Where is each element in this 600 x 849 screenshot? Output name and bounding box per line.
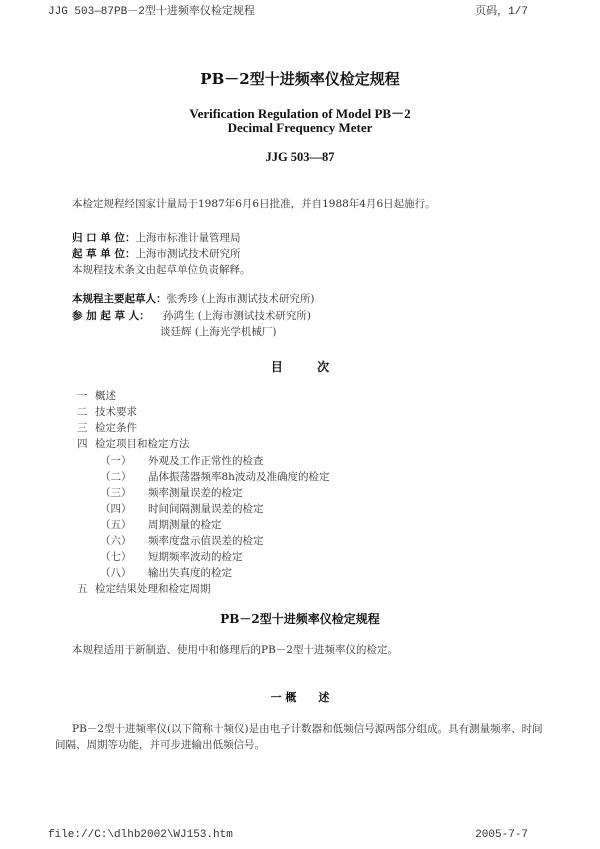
overview-paragraph-line2: 间隔、周期等功能，并可步进输出低频信号。 (55, 739, 265, 751)
overview-paragraph-line1: PB－2型十进频率仪(以下简称十频仪)是由电子计数器和低频信号源两部分组成。具有测量频率、时间 (72, 723, 543, 735)
document-title-en-line2: Decimal Frequency Meter (227, 120, 373, 135)
approval-statement: 本检定规程经国家计量局于1987年6月6日批准，并自1988年4月6日起施行。 (72, 198, 436, 210)
toc-subitem: （三） 频率测量误差的检定 (100, 487, 243, 499)
toc-subitem: （四） 时间间隔测量误差的检定 (100, 503, 264, 515)
print-footer-date: 2005-7-7 (475, 829, 528, 841)
toc-subitem: （八） 输出失真度的检定 (100, 567, 232, 579)
section1-title: 一 概 述 (270, 691, 330, 704)
section-title: PB－2型十进频率仪检定规程 (220, 612, 380, 626)
print-footer-url: file://C:\dlhb2002\WJ153.htm (48, 829, 233, 841)
drafting-unit (72, 247, 240, 261)
document-code: JJG 503—87 (265, 150, 335, 164)
toc-title: 目 次 (270, 360, 330, 374)
drafting-unit-label: 起 草 单 位： (72, 248, 136, 260)
main-drafter-value: 张秀珍 (上海市测试技术研究所) (166, 293, 315, 305)
toc-subitem: （六） 频率度盘示值误差的检定 (100, 535, 264, 547)
toc-item: 三 检定条件 (77, 422, 137, 434)
participant-drafters-label: 参 加 起 草 人： (72, 310, 150, 322)
drafting-unit-value: 上海市测试技术研究所 (135, 248, 241, 260)
toc-subitem: （七） 短期频率波动的检定 (100, 551, 243, 563)
print-header-page: 页码，1/7 (475, 6, 528, 18)
toc-item: 二 技术要求 (77, 406, 137, 418)
print-header-title: JJG 503—87PB－2型十进频率仪检定规程 (48, 6, 255, 18)
toc-subitem: （五） 周期测量的检定 (100, 519, 222, 531)
toc-subitem: （一） 外观及工作正常性的检查 (100, 455, 264, 467)
main-drafter-label: 本规程主要起草人： (72, 293, 167, 305)
participant-drafter: 谈廷辉 (上海光学机械厂) (160, 326, 277, 338)
toc-item: 四 检定项目和检定方法 (77, 438, 190, 450)
responsible-unit-value: 上海市标准计量管理局 (135, 232, 241, 244)
interpretation-note: 本规程技术条文由起草单位负责解释。 (72, 264, 251, 276)
participant-drafter: 孙鸿生 (上海市测试技术研究所) (162, 310, 311, 322)
toc-subitem: （二） 晶体振荡器频率8h波动及准确度的检定 (100, 471, 330, 483)
scope-statement: 本规程适用于新制造、使用中和修理后的PB－2型十进频率仪的检定。 (72, 644, 398, 656)
document-title: PB－2型十进频率仪检定规程 (200, 70, 400, 88)
toc-item: 五 检定结果处理和检定周期 (77, 583, 211, 595)
main-drafter (72, 292, 315, 306)
print-header (0, 2, 600, 18)
toc-item: 一 概述 (77, 390, 116, 402)
print-footer (0, 829, 600, 845)
responsible-unit-label: 归 口 单 位： (72, 232, 136, 244)
document-title-en-line1: Verification Regulation of Model PB－2 (189, 106, 411, 121)
responsible-unit (72, 231, 240, 245)
participant-drafters (72, 309, 311, 323)
